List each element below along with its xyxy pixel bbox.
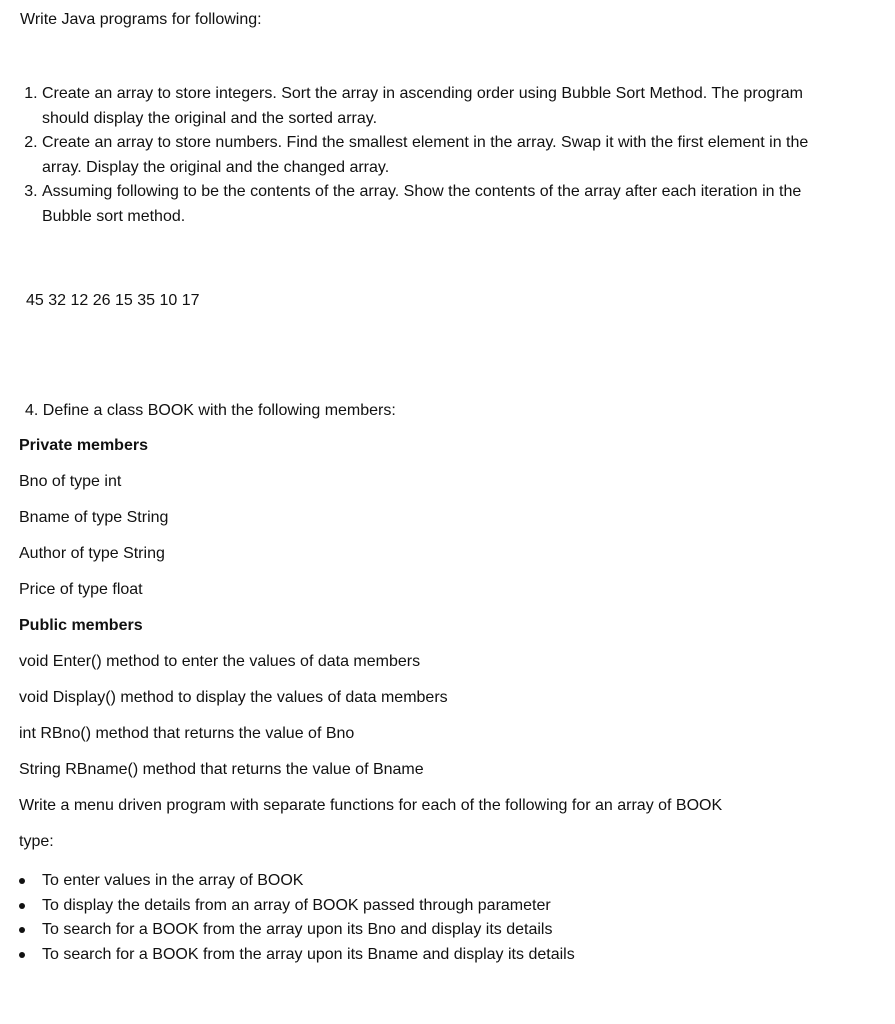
class-line: Bno of type int — [19, 473, 122, 490]
menu-bullet-list — [0, 869, 575, 967]
class-line: Public members — [19, 617, 143, 634]
task-4-heading: 4. Define a class BOOK with the following members: — [25, 402, 396, 419]
bullet-item — [42, 943, 575, 968]
bullet-icon — [19, 878, 25, 884]
bullet-item — [42, 918, 575, 943]
class-line: Write a menu driven program with separate functions for each of the following for an array of BOOK — [19, 797, 723, 814]
class-line: Bname of type String — [19, 509, 169, 526]
bullet-text: To search for a BOOK from the array upon its Bname and display its details — [42, 945, 575, 963]
class-members-list — [19, 436, 722, 868]
bullet-icon — [19, 927, 25, 933]
bullet-item — [42, 869, 575, 894]
class-line: int RBno() method that returns the value of Bno — [19, 725, 355, 742]
task-list — [0, 82, 842, 229]
bullet-text: To display the details from an array of BOOK passed through parameter — [42, 896, 551, 914]
bullet-icon — [19, 903, 25, 909]
bullet-text: To search for a BOOK from the array upon its Bno and display its details — [42, 921, 553, 939]
task-item: 1. Create an array to store integers. Sort the array in ascending order using Bubble Sort Method. The program should display the original and the sorted array. — [42, 82, 842, 131]
class-line: Author of type String — [19, 545, 165, 562]
bullet-item — [42, 894, 575, 919]
class-line: void Display() method to display the values of data members — [19, 689, 448, 706]
class-line: String RBname() method that returns the value of Bname — [19, 761, 424, 778]
bullet-text: To enter values in the array of BOOK — [42, 872, 304, 889]
class-line: Price of type float — [19, 581, 143, 598]
array-values: 45 32 12 26 15 35 10 17 — [26, 292, 200, 309]
bullet-icon — [19, 952, 25, 958]
class-line: Private members — [19, 437, 148, 454]
task-item: 3. Assuming following to be the contents of the array. Show the contents of the array after each iteration in the Bubble sort method. — [42, 180, 842, 229]
document-title: Write Java programs for following: — [20, 11, 262, 28]
class-line: type: — [19, 833, 54, 850]
class-line: void Enter() method to enter the values of data members — [19, 653, 421, 670]
task-item: 2. Create an array to store numbers. Find the smallest element in the array. Swap it with the first element in the array. Display the original and the changed array. — [42, 131, 842, 180]
